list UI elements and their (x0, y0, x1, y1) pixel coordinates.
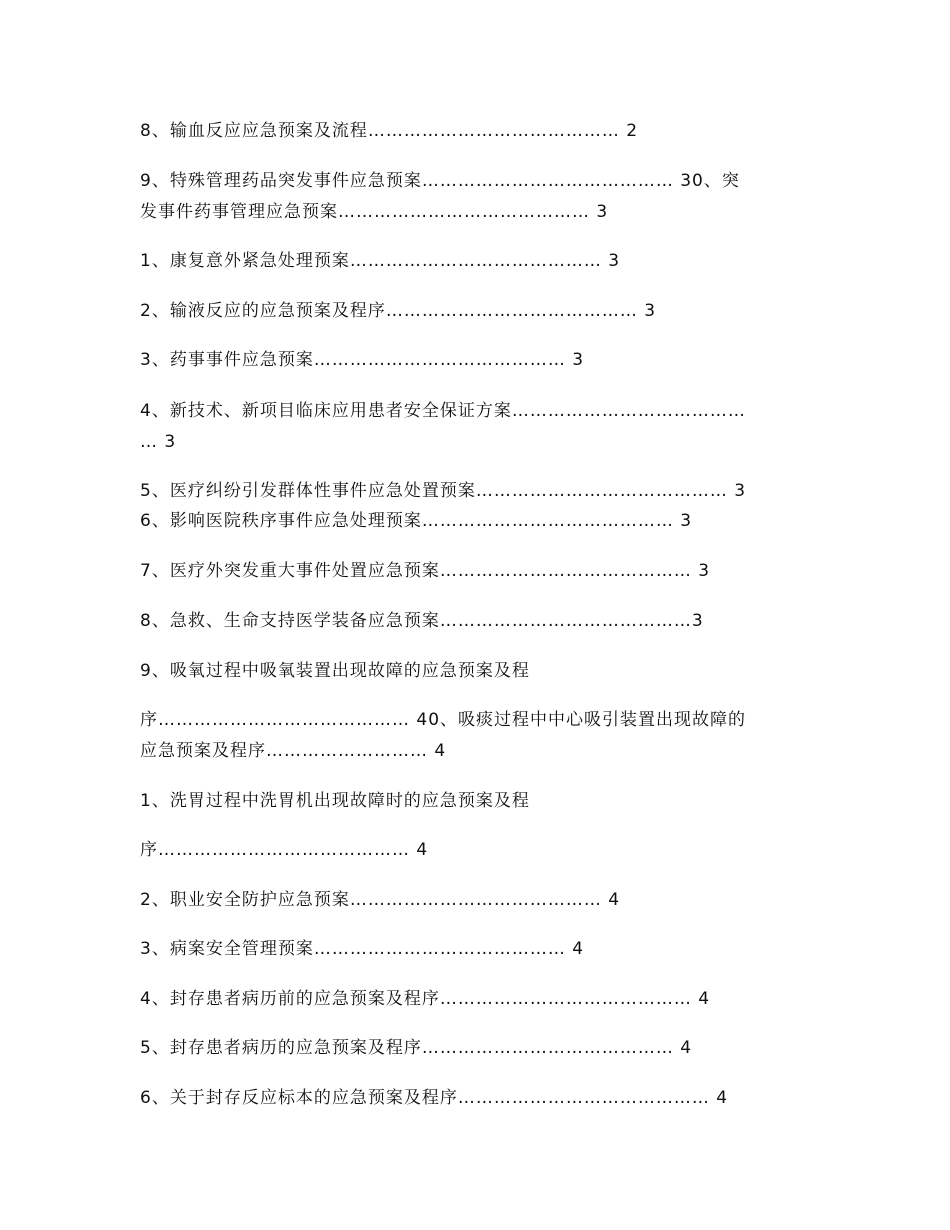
toc-entry: 1、洗胃过程中洗胃机出现故障时的应急预案及程 (140, 791, 530, 811)
toc-entry: 2、职业安全防护应急预案…………………………………… 4 (140, 890, 621, 910)
toc-entry: 1、康复意外紧急处理预案…………………………………… 3 (140, 251, 621, 271)
toc-entry: 3、病案安全管理预案…………………………………… 4 (140, 939, 585, 959)
toc-entry: 5、封存患者病历的应急预案及程序…………………………………… 4 (140, 1038, 693, 1058)
toc-entry: 7、医疗外突发重大事件处置应急预案…………………………………… 3 (140, 561, 711, 581)
toc-entry: 6、影响医院秩序事件应急处理预案…………………………………… 3 (140, 511, 693, 531)
toc-entry: 发事件药事管理应急预案…………………………………… 3 (140, 202, 609, 222)
toc-entry: 4、新技术、新项目临床应用患者安全保证方案………………………………… (140, 401, 746, 421)
toc-entry: 4、封存患者病历前的应急预案及程序…………………………………… 4 (140, 989, 711, 1009)
toc-entry: 6、关于封存反应标本的应急预案及程序…………………………………… 4 (140, 1088, 729, 1108)
toc-entry: 8、急救、生命支持医学装备应急预案……………………………………3 (140, 611, 704, 631)
toc-entry: 3、药事事件应急预案…………………………………… 3 (140, 350, 585, 370)
toc-entry: 8、输血反应应急预案及流程…………………………………… 2 (140, 121, 639, 141)
toc-entry: 5、医疗纠纷引发群体性事件应急处置预案…………………………………… 3 (140, 481, 747, 501)
toc-entry: … 3 (140, 432, 177, 452)
toc-entry: 序…………………………………… 4 (140, 840, 429, 860)
toc-entry: 9、特殊管理药品突发事件应急预案…………………………………… 30、突 (140, 171, 740, 191)
toc-entry: 2、输液反应的应急预案及程序…………………………………… 3 (140, 301, 657, 321)
toc-entry: 序…………………………………… 40、吸痰过程中中心吸引装置出现故障的 (140, 710, 747, 730)
toc-entry: 应急预案及程序……………………… 4 (140, 741, 447, 761)
toc-entry: 9、吸氧过程中吸氧装置出现故障的应急预案及程 (140, 661, 530, 681)
